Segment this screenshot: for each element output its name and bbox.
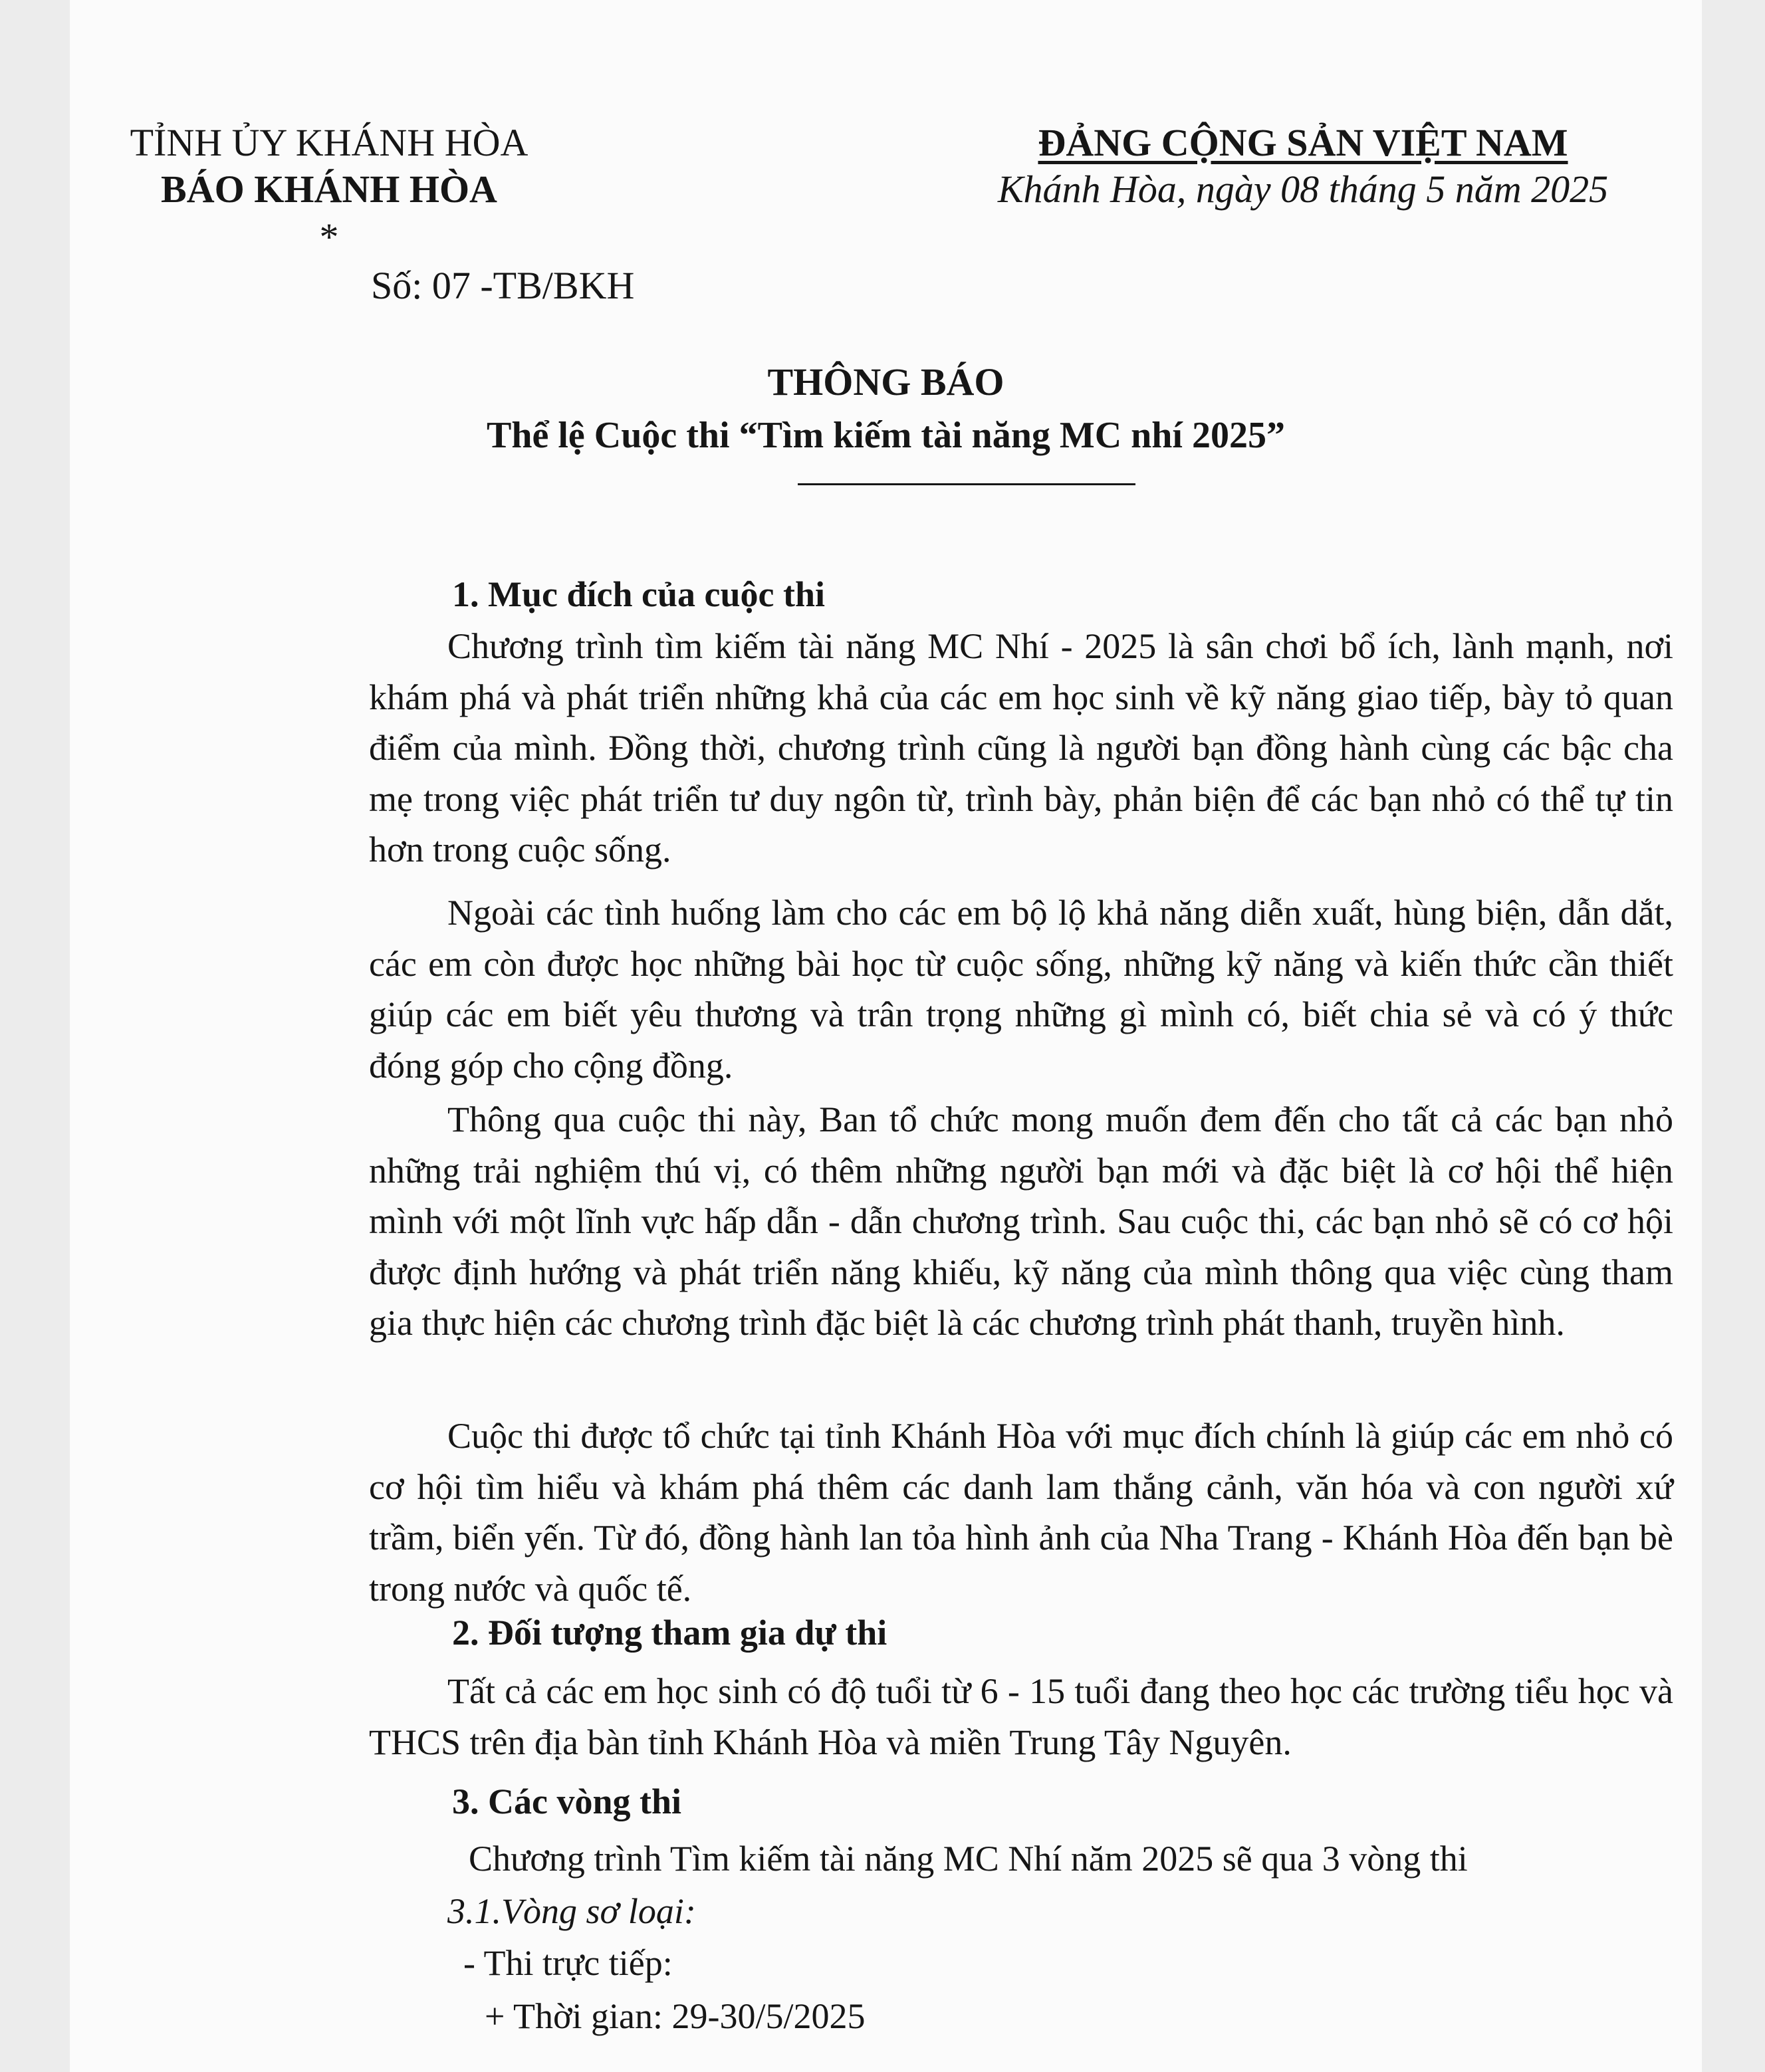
document-subtitle: Thể lệ Cuộc thi “Tìm kiếm tài năng MC nhí 2025” <box>487 415 1285 456</box>
section-2-paragraph-1: Tất cả các em học sinh có độ tuổi từ 6 - 15 tuổi đang theo học các trường tiểu học và THCS trên địa bàn tỉnh Khánh Hòa và miền Trung Tây Nguyên. <box>369 1671 1673 1762</box>
document-title: THÔNG BÁO <box>767 360 1004 403</box>
place-date: Khánh Hòa, ngày 08 tháng 5 năm 2025 <box>997 168 1609 211</box>
section-3-1-heading: 3.1.Vòng sơ loại: <box>447 1891 696 1931</box>
party-name: ĐẢNG CỘNG SẢN VIỆT NAM <box>1038 121 1568 164</box>
org-name: BÁO KHÁNH HÒA <box>161 168 497 211</box>
star-mark: * <box>319 215 339 259</box>
section-3-1-item-1: - Thi trực tiếp: <box>463 1943 673 1983</box>
section-3-heading: 3. Các vòng thi <box>452 1782 682 1821</box>
section-3-1-item-2: + Thời gian: 29-30/5/2025 <box>485 1996 866 2036</box>
title-rule <box>798 483 1135 485</box>
section-1-heading: 1. Mục đích của cuộc thi <box>452 574 825 614</box>
org-parent: TỈNH ỦY KHÁNH HÒA <box>130 121 529 164</box>
section-1-paragraph-2: Ngoài các tình huống làm cho các em bộ lộ khả năng diễn xuất, hùng biện, dẫn dắt, các em còn được học những bài học từ cuộc sống, những kỹ năng và kiến thức cần thiết giúp các em biết yêu thương và trân trọng những gì mình có, biết chia sẻ và có ý thức đóng góp cho cộng đồng. <box>369 893 1673 1086</box>
section-1-paragraph-3: Thông qua cuộc thi này, Ban tổ chức mong muốn đem đến cho tất cả các bạn nhỏ những trải nghiệm thú vị, có thêm những người bạn mới và đặc biệt là cơ hội thể hiện mình với một lĩnh vực hấp dẫn - dẫn chương trình. Sau cuộc thi, các bạn nhỏ sẽ có cơ hội được định hướng và phát triển năng khiếu, kỹ năng của mình thông qua việc cùng tham gia thực hiện các chương trình đặc biệt là các chương trình phát thanh, truyền hình. <box>369 1099 1673 1343</box>
document-page <box>70 0 1702 2072</box>
section-2-heading: 2. Đối tượng tham gia dự thi <box>452 1613 887 1653</box>
section-3-intro: Chương trình Tìm kiếm tài năng MC Nhí năm 2025 sẽ qua 3 vòng thi <box>469 1839 1468 1879</box>
section-1-paragraph-1: Chương trình tìm kiếm tài năng MC Nhí - 2025 là sân chơi bổ ích, lành mạnh, nơi khám phá và phát triển những khả của các em học sinh về kỹ năng giao tiếp, bày tỏ quan điểm của mình. Đồng thời, chương trình cũng là người bạn đồng hành cùng các bậc cha mẹ trong việc phát triển tư duy ngôn từ, trình bày, phản biện để các bạn nhỏ có thể tự tin hơn trong cuộc sống. <box>369 626 1673 869</box>
document-number: Số: 07 -TB/BKH <box>371 264 635 307</box>
section-1-paragraph-4: Cuộc thi được tổ chức tại tỉnh Khánh Hòa với mục đích chính là giúp các em nhỏ có cơ hội tìm hiểu và khám phá thêm các danh lam thắng cảnh, văn hóa và con người xứ trầm, biển yến. Từ đó, đồng hành lan tỏa hình ảnh của Nha Trang - Khánh Hòa đến bạn bè trong nước và quốc tế. <box>369 1416 1673 1609</box>
